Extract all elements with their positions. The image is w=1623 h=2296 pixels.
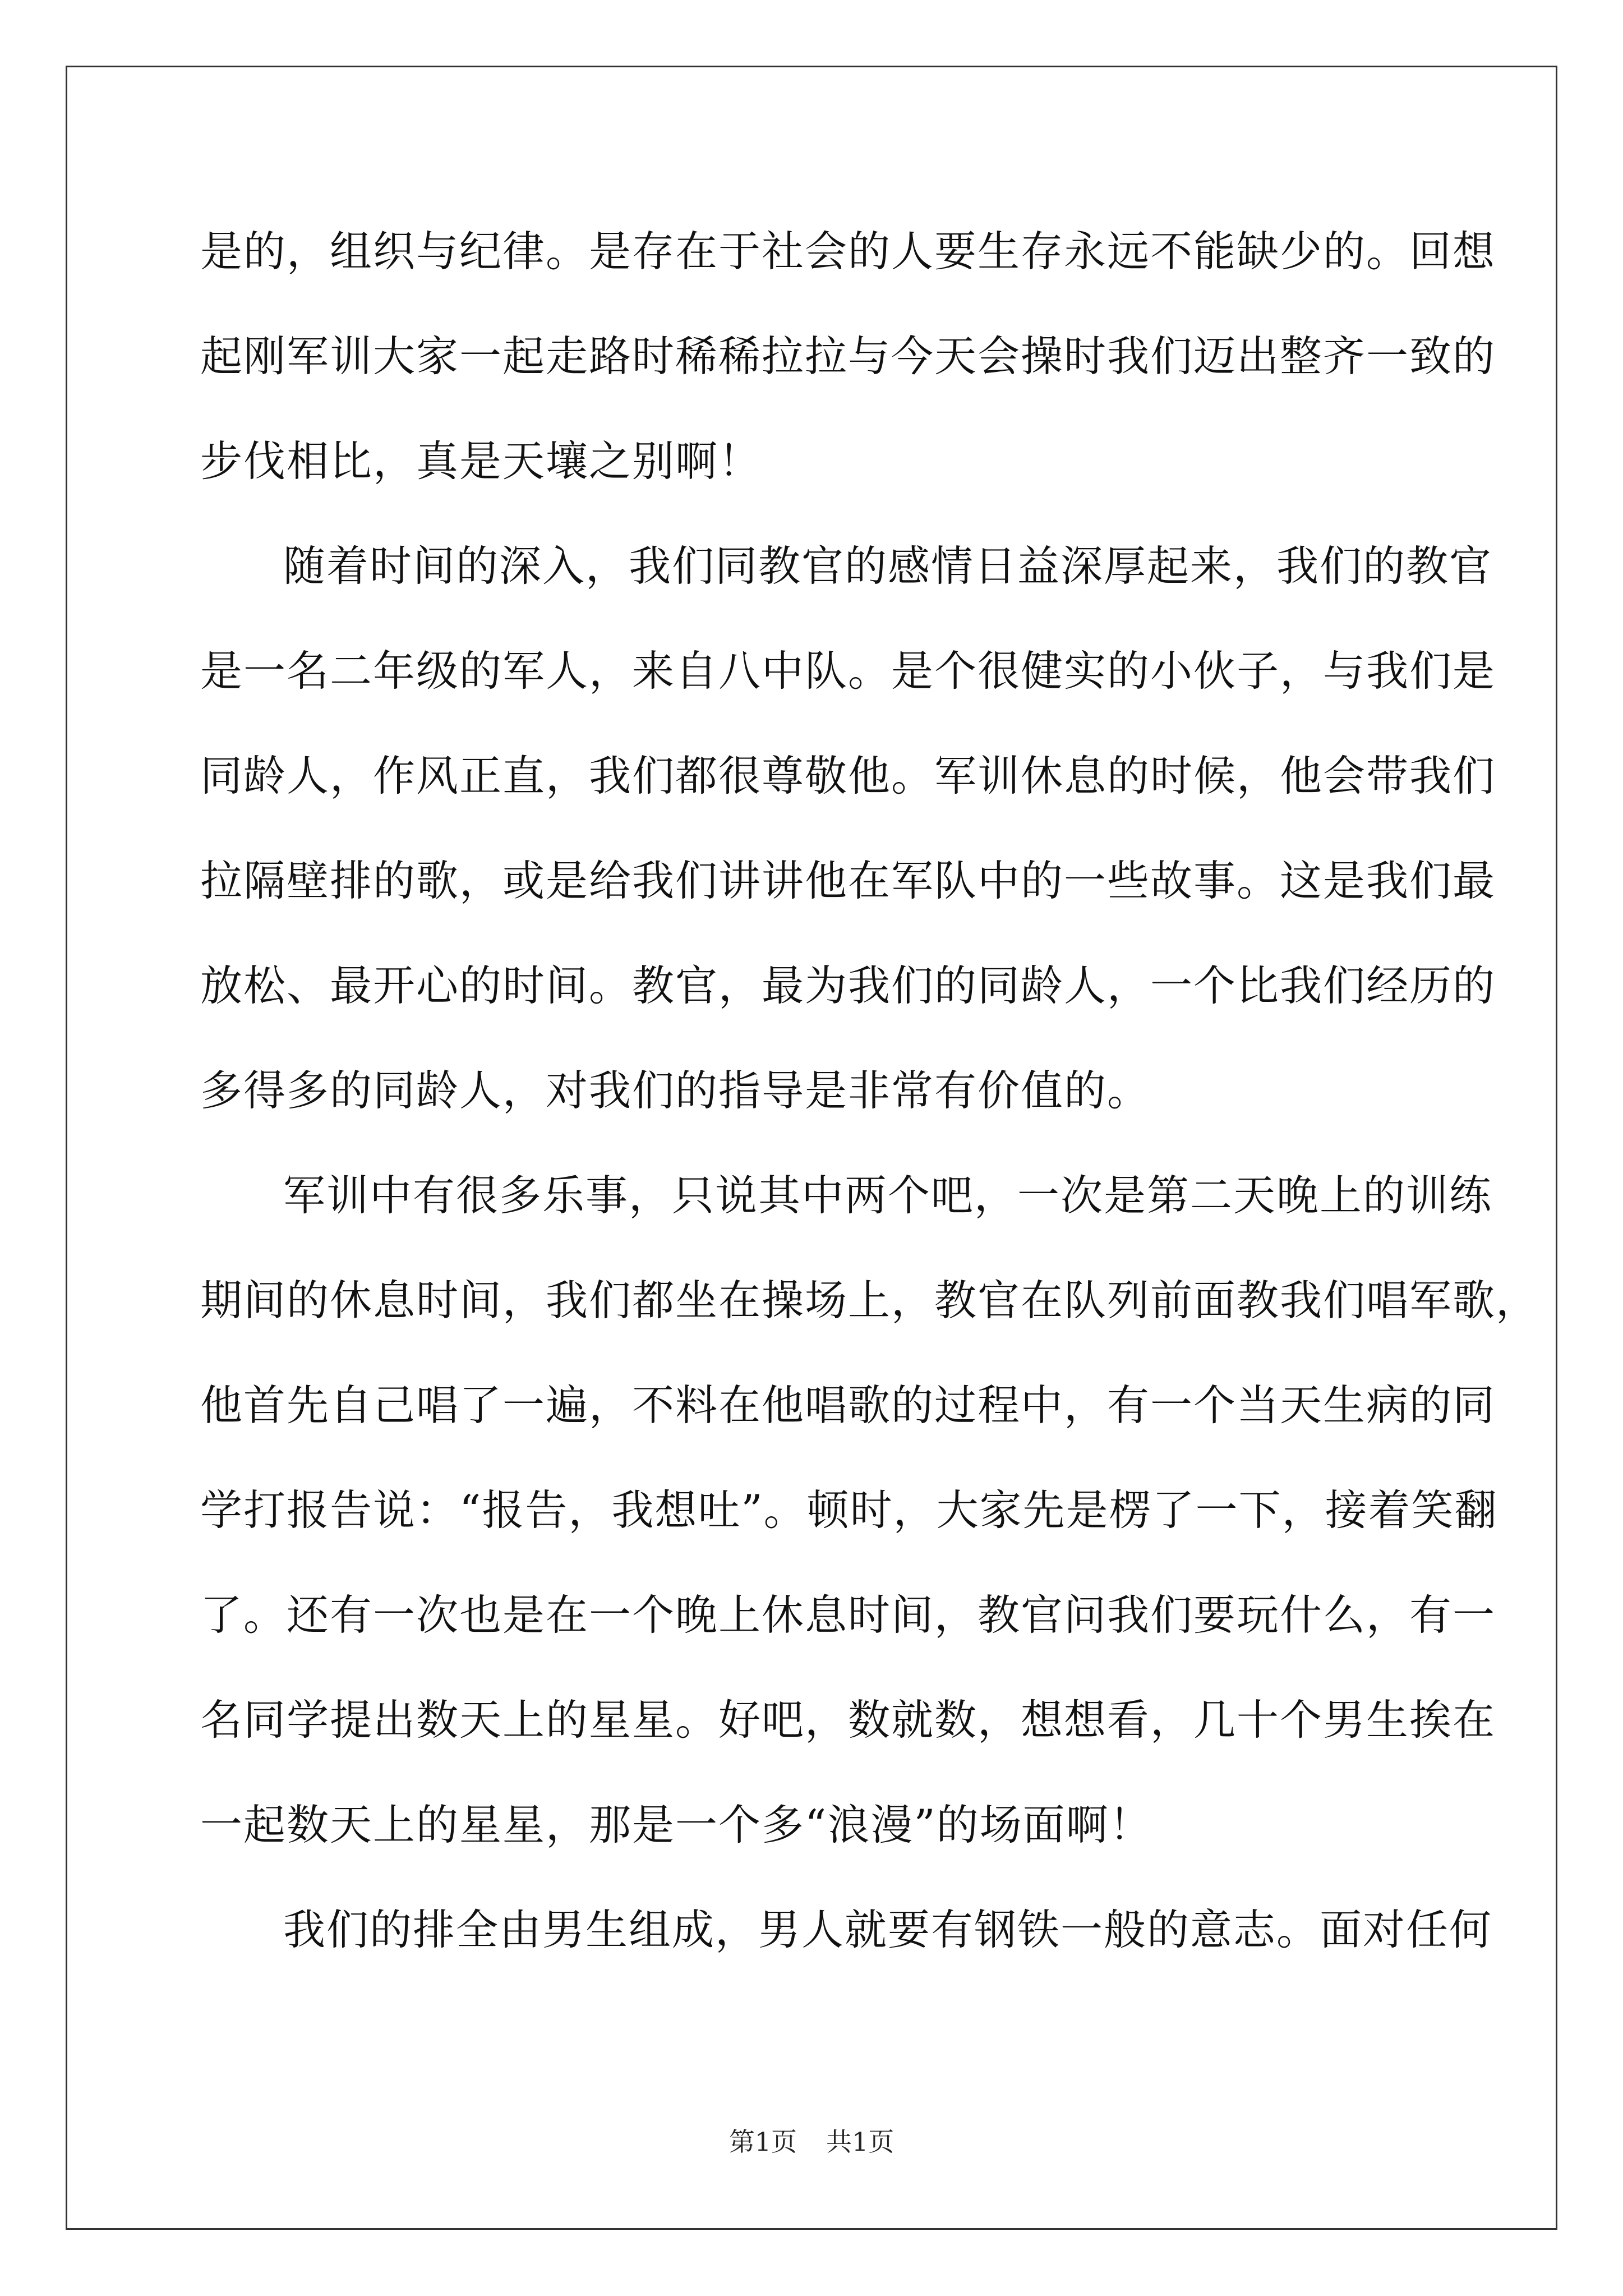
text-line: 他首先自己唱了一遍，不料在他唱歌的过程中，有一个当天生病的同 [200,1381,1496,1430]
text-line: 拉隔壁排的歌，或是给我们讲讲他在军队中的一些故事。这是我们最 [200,856,1496,905]
text-line: 学打报告说：“报告，我想吐”。顿时，大家先是楞了一下，接着笑翻 [200,1485,1498,1535]
text-line: 步伐相比，真是天壤之别啊！ [200,436,762,486]
page-total: 共1页 [826,2127,895,2157]
text-line: 放松、最开心的时间。教官，最为我们的同龄人，一个比我们经历的 [200,961,1496,1010]
text-line: 是一名二年级的军人，来自八中队。是个很健实的小伙子，与我们是 [200,646,1496,696]
text-line: 是的，组织与纪律。是存在于社会的人要生存永远不能缺少的。回想 [200,227,1496,276]
text-line: 一起数天上的星星，那是一个多“浪漫”的场面啊！ [200,1800,1152,1849]
text-line: 期间的休息时间，我们都坐在操场上，教官在队列前面教我们唱军歌， [200,1276,1539,1325]
text-line: 多得多的同龄人，对我们的指导是非常有价值的。 [200,1066,1151,1115]
paragraph-start-line: 我们的排全由男生组成，男人就要有钢铁一般的意志。面对任何 [283,1905,1493,1954]
paragraph-start-line: 军训中有很多乐事，只说其中两个吧，一次是第二天晚上的训练 [283,1171,1493,1220]
text-line: 名同学提出数天上的星星。好吧，数就数，想想看，几十个男生挨在 [200,1695,1496,1745]
paragraph-start-line: 随着时间的深入，我们同教官的感情日益深厚起来，我们的教官 [283,541,1493,591]
text-line: 了。还有一次也是在一个晚上休息时间，教官问我们要玩什么，有一 [200,1590,1496,1640]
page-footer [0,2125,1623,2159]
text-line: 起刚军训大家一起走路时稀稀拉拉与今天会操时我们迈出整齐一致的 [200,332,1496,381]
page-number: 第1页 [728,2127,797,2157]
text-line: 同龄人，作风正直，我们都很尊敬他。军训休息的时候，他会带我们 [200,751,1496,800]
